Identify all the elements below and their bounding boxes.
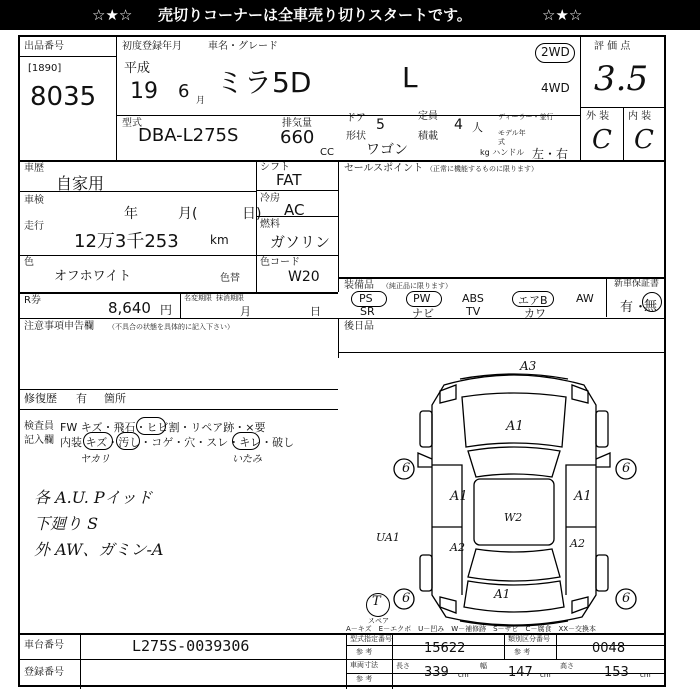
reg-month: 6 [178, 81, 190, 102]
exterior-defects: FW キズ・飛石・ヒビ割・リペア跡・×要 [60, 421, 266, 434]
stone-chip-circle [136, 417, 166, 435]
handle-value: 左・右 [532, 147, 569, 161]
shift-value: FAT [276, 171, 302, 189]
diagram-a2-right: A2 [570, 537, 585, 550]
car-model: ミラ5D [216, 66, 312, 99]
shift-label: シフト [260, 162, 290, 173]
dealer-label: ディーラー・並行 [498, 113, 554, 121]
repair-places: 箇所 [104, 392, 126, 405]
sales-point-note: （正常に機能するものに限ります） [426, 165, 538, 173]
ref-label-1: 参 考 [356, 648, 373, 656]
displacement-label: 排気量 [282, 118, 312, 129]
interior-grade: C [634, 125, 654, 155]
fuel-value: ガソリン [270, 233, 331, 251]
insp-day: 日) [242, 206, 262, 222]
rating-score: 3.5 [594, 59, 649, 99]
handwritten-note-3: 外 AW、ガミン‐A [34, 540, 164, 559]
ref-label-2: 参 考 [514, 648, 531, 656]
mileage-value: 12万3千253 [74, 231, 179, 252]
int-scratch-circle [83, 432, 113, 450]
diagram-a1-left: A1 [450, 489, 468, 504]
equipment-note: （純正品に限ります） [382, 282, 452, 290]
name-change2-label: 抹消期限 [216, 294, 244, 302]
sales-point-label: セールスポイント [344, 163, 424, 174]
equip-kawa: カワ [524, 307, 546, 320]
inspector-label-2: 記入欄 [24, 435, 54, 446]
height-unit: cm [640, 671, 651, 679]
recycle-unit: 円 [160, 303, 173, 317]
exterior-grade: C [592, 125, 612, 155]
drive-2wd: 2WD [541, 45, 570, 59]
rating-label: 評 価 点 [594, 41, 631, 52]
int-wear-circle [232, 432, 260, 450]
diagram-ua1: UA1 [376, 531, 400, 544]
top-banner [0, 0, 700, 30]
color-code-value: W20 [288, 269, 320, 285]
recycle-label: R券 [24, 295, 41, 306]
lot-number-label: 出品番号 [24, 41, 64, 52]
diagram-a1-rear: A1 [494, 587, 511, 601]
width-label: 幅 [480, 662, 487, 670]
interior-defects: 内装 キズ・汚し・コゲ・穴・スレ・キレ・破し [60, 436, 295, 449]
damage-legend: A－キズ E－エクボ U－凹み W－補修跡 S－サビ C－腐食 XX－交換本 [346, 625, 597, 633]
length-unit: cm [458, 671, 469, 679]
doors-label: ドア [346, 113, 366, 124]
int-stain-circle [116, 432, 140, 450]
model-designation-label: 型式指定番号 [350, 635, 392, 643]
color-label: 色 [24, 257, 34, 268]
aircon-value: AC [284, 201, 305, 219]
ref-label-3: 参 考 [356, 675, 373, 683]
equip-tv: TV [466, 305, 481, 318]
inspection-label: 車検 [24, 195, 44, 206]
tire-front-left: 6 [402, 461, 411, 476]
equip-navi: ナビ [412, 307, 434, 320]
cc-unit: CC [320, 147, 334, 158]
handwritten-note-1: 各 A.U. Pイッド [34, 488, 153, 507]
lot-code: [1890] [28, 63, 62, 74]
equip-sr: SR [360, 305, 375, 318]
width-value: 147 [508, 665, 533, 680]
loading-label: 積載 [418, 131, 438, 142]
diagram-a1-roof: A1 [506, 419, 524, 434]
body-type: ワゴン [366, 142, 408, 158]
model-label: 型式 [122, 118, 142, 129]
insp-year: 年 [124, 206, 138, 222]
name-change-day: 日 [310, 305, 321, 318]
car-history-value: 自家用 [56, 174, 105, 193]
era: 平成 [124, 61, 151, 76]
tire-front-right: 6 [622, 461, 631, 476]
equip-ps: PS [359, 292, 373, 305]
model-year-label: モデル年式 [498, 129, 526, 146]
model-designation-no: 15622 [424, 641, 466, 656]
height-label: 高さ [560, 662, 574, 670]
aircon-label: 冷房 [260, 193, 280, 204]
handwritten-scratch-note: ヤカリ [80, 454, 110, 465]
interior-label: 内 装 [628, 111, 652, 122]
inspector-label: 検査員 [24, 421, 54, 432]
spare-value: T [372, 594, 381, 609]
drive-4wd: 4WD [541, 81, 570, 95]
shape-label: 形状 [346, 131, 366, 142]
cc-value: 660 [280, 127, 315, 148]
caution-note: （不具合の状態を具体的に記入下さい） [108, 323, 234, 331]
reg-month-unit: 月 [196, 96, 206, 106]
diagram-a3: A3 [520, 359, 537, 373]
km-unit: km [210, 233, 229, 247]
width-unit: cm [540, 671, 551, 679]
category-no: 0048 [592, 641, 626, 656]
length-value: 339 [424, 665, 449, 680]
caution-label: 注意事項申告欄 [24, 321, 94, 332]
model-code: DBA-L275S [138, 125, 239, 146]
car-damage-diagram [382, 355, 646, 633]
color-code-label: 色コード [260, 257, 300, 268]
category-class-label: 類別区分番号 [508, 635, 550, 643]
handle-label: kg ハンドル [480, 148, 525, 157]
tire-rear-right: 6 [622, 591, 631, 606]
auction-sheet: 出品番号 [1890] 8035 初度登録年月 車名・グレード 平成 19 6 月 ミラ5D L 2WD 4WD 評 価 点 3.5 外 装 内 装 C C 型式 DBA-L275S 排気量 660 CC ドア 5 形状 ワゴン 定員 4 人 積載 ディーラー・並行 モデル年式 kg ハンドル 左・右 車歴 自家用 車検 年 月( 日) 走行 12万3千253 km シフト FAT 冷房 AC 燃料 ガソリン セールスポイント （正常に機能するものに限ります） 色 オフホワイト 色替 色コード W20 R券 8,640 円 名変期限 抹消期限 月 日 装備品 （純正品に限ります） PS PW ABS エアB AW SR ナビ TV カワ 新車保証書 有 ・ 無 注意事項申告欄 （不具合の状態を具体的に記入下さい） 後日品 修復歴 有 箇所 検査員 記入欄 FW キズ・飛石・ヒビ割・リペア跡・×要 内装 キズ・汚し・コゲ・穴・スレ・キレ・破し ヤカリ いたみ 各 A.U. Pイッド 下廻り S 外 AW、ガミン‐A A3 A1 A1 A1 W2 A2 A2 UA1 A1 6 6 6 6 T スペア A－キズ E－エクボ U－凹み W－補修跡 S－サビ C－腐食 XX－交換本 車台番号 L275S-0039306 登録番号 型式指定番号 参 考 15622 類別区分番号 参 考 0048 車両寸法 参 考 長さ 339 cm 幅 147 cm 高さ 153 cm [18, 35, 666, 687]
fuel-label: 燃料 [260, 219, 280, 230]
chassis-no-label: 車台番号 [24, 640, 64, 651]
banner-text: 売切りコーナーは全車売り切りスタートです。 [158, 6, 472, 24]
exterior-label: 外 装 [586, 111, 610, 122]
handwritten-stain-note: いたみ [232, 454, 262, 465]
diagram-a1-right: A1 [574, 489, 592, 504]
diagram-w2: W2 [504, 511, 523, 524]
color-change-label: 色替 [220, 273, 240, 284]
doors-value: 5 [376, 117, 385, 133]
tire-rear-left: 6 [402, 591, 411, 606]
reg-year: 19 [130, 79, 158, 104]
diagram-a2-left: A2 [450, 541, 465, 554]
name-change-month: 月 [240, 305, 251, 318]
lot-number: 8035 [30, 82, 97, 112]
insp-month: 月( [178, 206, 198, 222]
after-label: 後日品 [344, 321, 374, 332]
registration-no-label: 登録番号 [24, 667, 64, 678]
new-warranty-label: 新車保証書 [614, 279, 660, 289]
name-change-label: 名変期限 [184, 294, 212, 302]
spare-label: スペア [368, 617, 389, 625]
warranty-yes: 有 [620, 300, 634, 315]
recycle-fee: 8,640 [108, 299, 151, 317]
banner-stars-left: ☆★☆ [92, 6, 133, 24]
equip-airbag: エアB [518, 294, 548, 307]
equip-pw: PW [413, 292, 431, 305]
mileage-label: 走行 [24, 221, 44, 232]
car-history-label: 車歴 [24, 163, 44, 174]
banner-stars-right: ☆★☆ [542, 6, 583, 24]
car-name-label: 車名・グレード [208, 41, 278, 52]
seats-value: 4 [454, 117, 463, 133]
chassis-number: L275S-0039306 [132, 637, 250, 655]
repair-history-label: 修復歴 [24, 392, 57, 405]
equip-aw: AW [576, 292, 594, 305]
capacity-label: 定員 [418, 111, 438, 122]
warranty-no: 無 [644, 299, 658, 314]
seats-unit: 人 [472, 121, 483, 134]
equip-abs: ABS [462, 292, 484, 305]
length-label: 長さ [396, 662, 410, 670]
first-reg-label: 初度登録年月 [122, 41, 182, 52]
handwritten-note-2: 下廻り S [34, 514, 99, 533]
repair-has: 有 [76, 392, 87, 405]
grade: L [402, 61, 418, 94]
equipment-label: 装備品 [344, 280, 374, 291]
height-value: 153 [604, 665, 629, 680]
vehicle-size-label: 車両寸法 [350, 661, 378, 669]
color-value: オフホワイト [54, 269, 132, 284]
